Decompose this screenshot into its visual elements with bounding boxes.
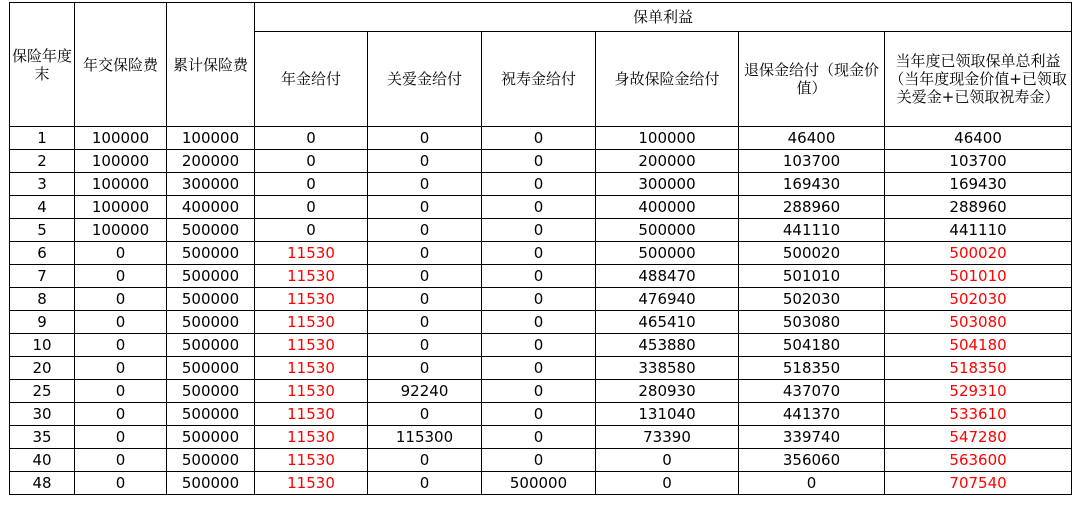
cell-total-benefit: 504180 [885,334,1072,357]
cell-care-payment: 0 [368,173,482,196]
cell-annuity-payment: 11530 [255,334,368,357]
col-header-annuity-payment: 年金给付 [255,32,368,127]
cell-annuity-payment: 0 [255,196,368,219]
cell-total-benefit: 441110 [885,219,1072,242]
col-header-surrender-value: 退保金给付（现金价值） [739,32,885,127]
cell-annuity-payment: 0 [255,127,368,150]
cell-cumulative-premium: 300000 [167,173,255,196]
cell-longevity-payment: 0 [482,150,596,173]
cell-surrender-value: 339740 [739,426,885,449]
cell-total-benefit: 547280 [885,426,1072,449]
cell-cumulative-premium: 500000 [167,334,255,357]
cell-death-benefit: 488470 [596,265,739,288]
cell-policy-year: 9 [10,311,75,334]
cell-annuity-payment: 11530 [255,449,368,472]
cell-cumulative-premium: 500000 [167,357,255,380]
cell-annuity-payment: 0 [255,150,368,173]
cell-total-benefit: 563600 [885,449,1072,472]
col-header-total-benefit: 当年度已领取保单总利益（当年度现金价值+已领取关爱金+已领取祝寿金） [885,32,1072,127]
cell-care-payment: 0 [368,403,482,426]
cell-total-benefit: 533610 [885,403,1072,426]
cell-cumulative-premium: 500000 [167,449,255,472]
cell-care-payment: 0 [368,357,482,380]
cell-annual-premium: 0 [75,426,167,449]
cell-policy-year: 1 [10,127,75,150]
cell-surrender-value: 0 [739,472,885,495]
cell-surrender-value: 356060 [739,449,885,472]
cell-longevity-payment: 0 [482,265,596,288]
cell-annuity-payment: 11530 [255,311,368,334]
cell-annual-premium: 100000 [75,196,167,219]
cell-total-benefit: 500020 [885,242,1072,265]
cell-cumulative-premium: 100000 [167,127,255,150]
cell-surrender-value: 501010 [739,265,885,288]
cell-care-payment: 0 [368,150,482,173]
cell-death-benefit: 100000 [596,127,739,150]
benefit-table [9,2,1072,495]
cell-surrender-value: 502030 [739,288,885,311]
cell-total-benefit: 169430 [885,173,1072,196]
table-row [10,127,1072,150]
cell-surrender-value: 518350 [739,357,885,380]
cell-death-benefit: 280930 [596,380,739,403]
cell-annual-premium: 0 [75,403,167,426]
cell-care-payment: 92240 [368,380,482,403]
cell-longevity-payment: 0 [482,127,596,150]
table-row [10,380,1072,403]
table-row [10,403,1072,426]
cell-annuity-payment: 11530 [255,357,368,380]
cell-care-payment: 0 [368,127,482,150]
cell-annuity-payment: 11530 [255,380,368,403]
cell-policy-year: 35 [10,426,75,449]
cell-policy-year: 30 [10,403,75,426]
cell-longevity-payment: 0 [482,334,596,357]
cell-cumulative-premium: 400000 [167,196,255,219]
cell-surrender-value: 288960 [739,196,885,219]
cell-total-benefit: 529310 [885,380,1072,403]
cell-annual-premium: 0 [75,472,167,495]
cell-policy-year: 48 [10,472,75,495]
cell-annuity-payment: 0 [255,219,368,242]
cell-annuity-payment: 11530 [255,426,368,449]
cell-care-payment: 0 [368,449,482,472]
table-row [10,219,1072,242]
cell-care-payment: 0 [368,288,482,311]
cell-longevity-payment: 0 [482,357,596,380]
cell-surrender-value: 441370 [739,403,885,426]
table-row [10,150,1072,173]
table-row [10,449,1072,472]
cell-care-payment: 0 [368,265,482,288]
table-body [10,127,1072,495]
table-row [10,173,1072,196]
cell-surrender-value: 503080 [739,311,885,334]
cell-surrender-value: 103700 [739,150,885,173]
cell-care-payment: 115300 [368,426,482,449]
cell-longevity-payment: 0 [482,196,596,219]
table-row [10,472,1072,495]
cell-surrender-value: 441110 [739,219,885,242]
cell-annuity-payment: 11530 [255,472,368,495]
cell-policy-year: 4 [10,196,75,219]
cell-cumulative-premium: 500000 [167,288,255,311]
cell-cumulative-premium: 200000 [167,150,255,173]
col-header-policy-year: 保险年度末 [10,3,75,127]
group-header-policy-benefits: 保单利益 [255,3,1072,32]
cell-annual-premium: 0 [75,357,167,380]
cell-policy-year: 6 [10,242,75,265]
cell-annuity-payment: 11530 [255,288,368,311]
cell-policy-year: 25 [10,380,75,403]
cell-longevity-payment: 0 [482,219,596,242]
cell-annual-premium: 0 [75,380,167,403]
cell-death-benefit: 73390 [596,426,739,449]
cell-cumulative-premium: 500000 [167,242,255,265]
cell-policy-year: 5 [10,219,75,242]
cell-care-payment: 0 [368,472,482,495]
cell-longevity-payment: 0 [482,288,596,311]
cell-cumulative-premium: 500000 [167,426,255,449]
cell-care-payment: 0 [368,242,482,265]
cell-surrender-value: 437070 [739,380,885,403]
cell-death-benefit: 500000 [596,219,739,242]
col-header-longevity-payment: 祝寿金给付 [482,32,596,127]
cell-longevity-payment: 0 [482,173,596,196]
cell-total-benefit: 501010 [885,265,1072,288]
cell-policy-year: 10 [10,334,75,357]
cell-longevity-payment: 0 [482,403,596,426]
cell-death-benefit: 400000 [596,196,739,219]
cell-death-benefit: 131040 [596,403,739,426]
cell-annuity-payment: 11530 [255,242,368,265]
cell-death-benefit: 0 [596,472,739,495]
cell-care-payment: 0 [368,219,482,242]
cell-care-payment: 0 [368,196,482,219]
cell-death-benefit: 465410 [596,311,739,334]
cell-total-benefit: 103700 [885,150,1072,173]
cell-cumulative-premium: 500000 [167,380,255,403]
cell-cumulative-premium: 500000 [167,219,255,242]
cell-longevity-payment: 0 [482,380,596,403]
col-header-care-payment: 关爱金给付 [368,32,482,127]
cell-policy-year: 2 [10,150,75,173]
cell-annuity-payment: 11530 [255,265,368,288]
cell-longevity-payment: 500000 [482,472,596,495]
col-header-cumulative-premium: 累计保险费 [167,3,255,127]
cell-longevity-payment: 0 [482,242,596,265]
cell-death-benefit: 453880 [596,334,739,357]
cell-care-payment: 0 [368,311,482,334]
cell-annual-premium: 100000 [75,127,167,150]
cell-surrender-value: 46400 [739,127,885,150]
cell-annual-premium: 100000 [75,219,167,242]
col-header-death-benefit: 身故保险金给付 [596,32,739,127]
cell-cumulative-premium: 500000 [167,403,255,426]
cell-death-benefit: 300000 [596,173,739,196]
cell-death-benefit: 0 [596,449,739,472]
cell-death-benefit: 200000 [596,150,739,173]
cell-total-benefit: 707540 [885,472,1072,495]
table-row [10,288,1072,311]
cell-annual-premium: 0 [75,449,167,472]
cell-cumulative-premium: 500000 [167,265,255,288]
cell-surrender-value: 504180 [739,334,885,357]
cell-cumulative-premium: 500000 [167,472,255,495]
cell-annuity-payment: 0 [255,173,368,196]
cell-care-payment: 0 [368,334,482,357]
cell-total-benefit: 503080 [885,311,1072,334]
cell-annuity-payment: 11530 [255,403,368,426]
table-row [10,311,1072,334]
cell-cumulative-premium: 500000 [167,311,255,334]
col-header-annual-premium: 年交保险费 [75,3,167,127]
cell-total-benefit: 288960 [885,196,1072,219]
cell-annual-premium: 100000 [75,150,167,173]
cell-death-benefit: 476940 [596,288,739,311]
cell-annual-premium: 0 [75,242,167,265]
cell-policy-year: 40 [10,449,75,472]
cell-surrender-value: 500020 [739,242,885,265]
cell-longevity-payment: 0 [482,311,596,334]
cell-longevity-payment: 0 [482,426,596,449]
cell-total-benefit: 46400 [885,127,1072,150]
cell-annual-premium: 0 [75,334,167,357]
cell-total-benefit: 502030 [885,288,1072,311]
cell-surrender-value: 169430 [739,173,885,196]
cell-annual-premium: 0 [75,288,167,311]
cell-total-benefit: 518350 [885,357,1072,380]
cell-annual-premium: 0 [75,311,167,334]
cell-annual-premium: 100000 [75,173,167,196]
table-row [10,242,1072,265]
table-row [10,196,1072,219]
table-row [10,334,1072,357]
cell-death-benefit: 500000 [596,242,739,265]
table-row [10,426,1072,449]
table-row [10,357,1072,380]
table-row [10,265,1072,288]
cell-policy-year: 7 [10,265,75,288]
cell-death-benefit: 338580 [596,357,739,380]
cell-longevity-payment: 0 [482,449,596,472]
cell-policy-year: 3 [10,173,75,196]
cell-annual-premium: 0 [75,265,167,288]
cell-policy-year: 20 [10,357,75,380]
cell-policy-year: 8 [10,288,75,311]
